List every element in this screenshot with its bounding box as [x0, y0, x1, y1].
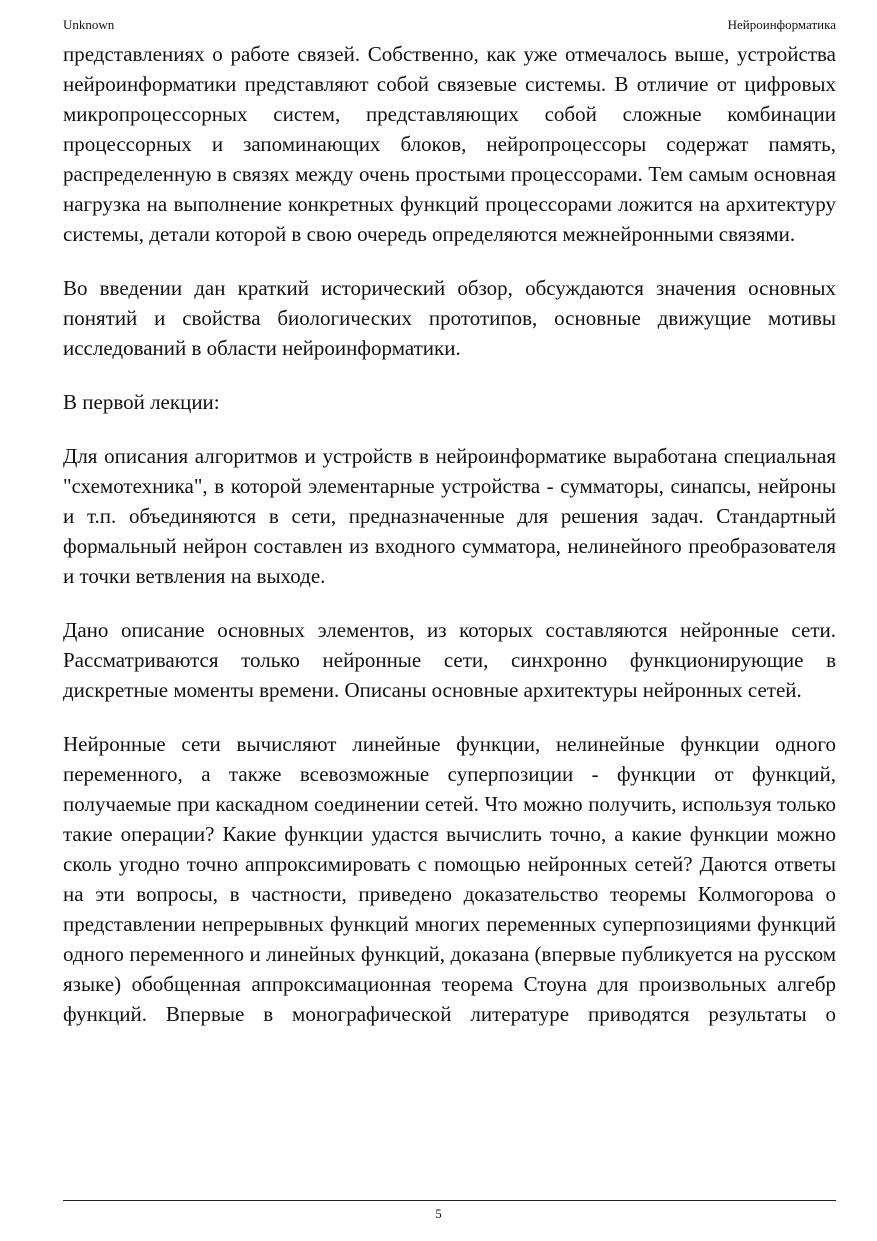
- document-body: [63, 39, 836, 1029]
- footer-divider: [63, 1200, 836, 1201]
- page-number: 5: [435, 1206, 442, 1221]
- header-source: Unknown: [63, 17, 115, 32]
- page-header: [63, 16, 836, 34]
- paragraph: В первой лекции:: [63, 390, 220, 414]
- paragraph: Во введении дан краткий исторический обзор, обсуждаются значения основных понятий и свойства биологических прототипов, основные движущие мотивы исследований в области нейроинформатики.: [63, 276, 836, 360]
- paragraph: Дано описание основных элементов, из которых составляются нейронные сети. Рассматриваются только нейронные сети, синхронно функционирующие в дискретные моменты времени. Описаны основные архитектуры нейронных сетей.: [63, 618, 836, 702]
- paragraph: представлениях о работе связей. Собственно, как уже отмечалось выше, устройства нейроинформатики представляют собой связевые системы. В отличие от цифровых микропроцессорных систем, представляющих собой сложные комбинации процессорных и запоминающих блоков, нейропроцессоры содержат память, распределенную в связях между очень простыми процессорами. Тем самым основная нагрузка на выполнение конкретных функций процессорами ложится на архитектуру системы, детали которой в свою очередь определяются межнейронными связями.: [63, 42, 836, 246]
- paragraph: Для описания алгоритмов и устройств в нейроинформатике выработана специальная "схемотехника", в которой элементарные устройства - сумматоры, синапсы, нейроны и т.п. объединяются в сети, предназначенные для решения задач. Стандартный формальный нейрон составлен из входного сумматора, нелинейного преобразователя и точки ветвления на выходе.: [63, 444, 836, 588]
- paragraph: Нейронные сети вычисляют линейные функции, нелинейные функции одного переменного, а также всевозможные суперпозиции - функции от функций, получаемые при каскадном соединении сетей. Что можно получить, используя только такие операции? Какие функции удастся вычислить точно, а какие функции можно сколь угодно точно аппроксимировать с помощью нейронных сетей? Даются ответы на эти вопросы, в частности, приведено доказательство теоремы Колмогорова о представлении непрерывных функций многих переменных суперпозициями функций одного переменного и линейных функций, доказана (впервые публикуется на русском языке) обобщенная аппроксимационная теорема Стоуна для произвольных алгебр функций. Впервые в монографической литературе приводятся результаты о: [63, 732, 836, 1026]
- header-title: Нейроинформатика: [727, 17, 836, 32]
